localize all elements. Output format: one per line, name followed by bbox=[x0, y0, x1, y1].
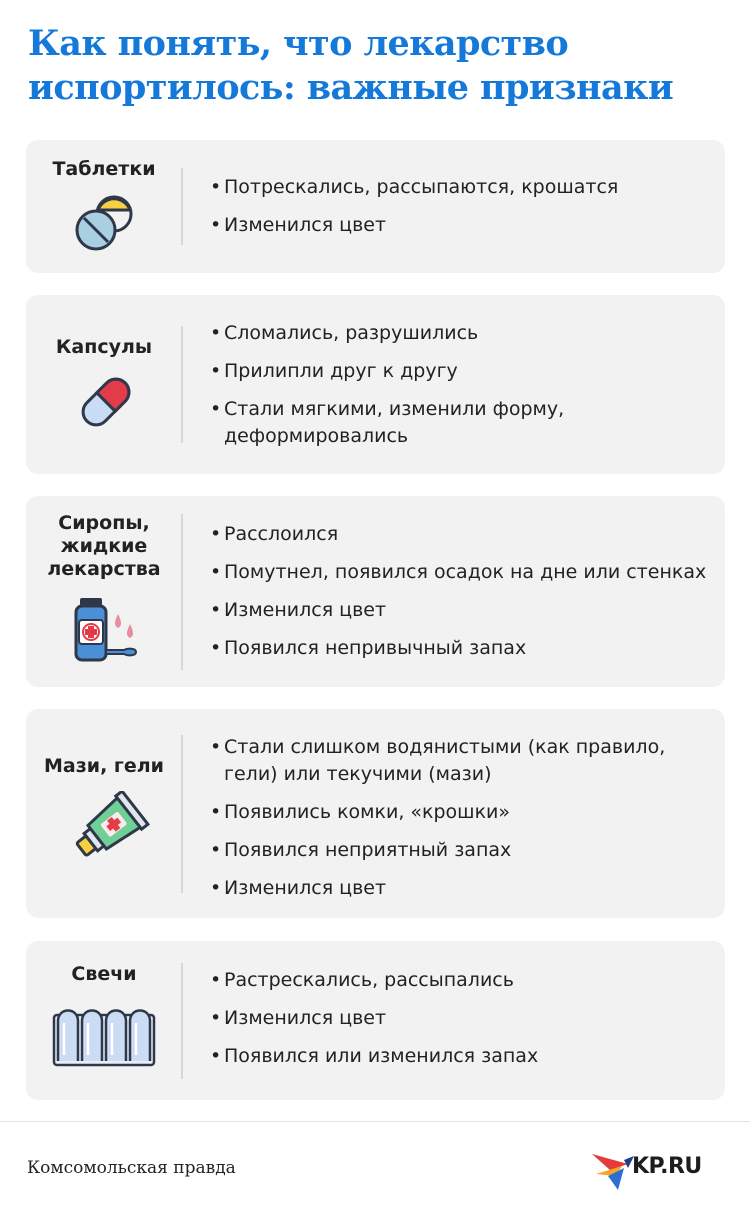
card-title: Мази, гели bbox=[44, 755, 164, 777]
card-title: Капсулы bbox=[55, 336, 153, 358]
kp-bird-logo-icon bbox=[588, 1146, 636, 1194]
card-title: Сиропы, жидкие лекарства bbox=[47, 512, 161, 580]
list-item: • Помутнел, появился осадок на дне или стенках bbox=[210, 559, 715, 586]
pills-icon bbox=[74, 192, 138, 254]
list-item: • Растрескались, рассыпались bbox=[210, 967, 715, 994]
ointment-tube-icon bbox=[68, 791, 150, 865]
card-ointments bbox=[26, 709, 725, 918]
card-ointments-header bbox=[26, 709, 182, 918]
list-item: • Расслоился bbox=[210, 521, 715, 548]
list-item: • Прилипли друг к другу bbox=[210, 358, 715, 385]
card-divider bbox=[181, 326, 183, 443]
list-item: • Появились комки, «крошки» bbox=[210, 799, 715, 826]
card-divider bbox=[181, 735, 183, 893]
footer-divider bbox=[0, 1121, 750, 1122]
card-capsules-header bbox=[26, 295, 182, 474]
page-title: Как понять, что лекарство испортилось: важные признаки bbox=[28, 23, 674, 108]
suppositories-icon bbox=[52, 1001, 156, 1067]
sign-list bbox=[210, 174, 715, 250]
footer-brand: Комсомольская правда bbox=[27, 1158, 236, 1178]
list-item: • Изменился цвет bbox=[210, 597, 715, 624]
list-item: • Сломались, разрушились bbox=[210, 320, 715, 347]
card-suppositories-header bbox=[26, 941, 182, 1100]
capsule-icon bbox=[75, 371, 137, 433]
syrup-bottle-icon bbox=[70, 594, 142, 664]
list-item: • Изменился цвет bbox=[210, 875, 715, 902]
sign-list bbox=[210, 734, 715, 913]
sign-list bbox=[210, 967, 715, 1081]
sign-list bbox=[210, 521, 715, 673]
card-title: Таблетки bbox=[52, 158, 156, 180]
list-item: • Потрескались, рассыпаются, крошатся bbox=[210, 174, 715, 201]
card-divider bbox=[181, 168, 183, 245]
card-capsules bbox=[26, 295, 725, 474]
card-divider bbox=[181, 514, 183, 670]
card-suppositories bbox=[26, 941, 725, 1100]
card-syrups bbox=[26, 496, 725, 687]
list-item: • Появился неприятный запах bbox=[210, 837, 715, 864]
card-title: Свечи bbox=[71, 963, 137, 985]
list-item: • Появился непривычный запах bbox=[210, 635, 715, 662]
card-syrups-header bbox=[26, 496, 182, 687]
list-item: • Стали мягкими, изменили форму, деформировались bbox=[210, 396, 715, 450]
sign-list bbox=[210, 320, 715, 461]
card-divider bbox=[181, 963, 183, 1079]
list-item: • Изменился цвет bbox=[210, 1005, 715, 1032]
footer-logo-text: KP.RU bbox=[632, 1154, 702, 1179]
list-item: • Изменился цвет bbox=[210, 212, 715, 239]
card-tablets bbox=[26, 140, 725, 273]
list-item: • Появился или изменился запах bbox=[210, 1043, 715, 1070]
list-item: • Стали слишком водянистыми (как правило, гели) или текучими (мази) bbox=[210, 734, 715, 788]
card-tablets-header bbox=[26, 140, 182, 273]
